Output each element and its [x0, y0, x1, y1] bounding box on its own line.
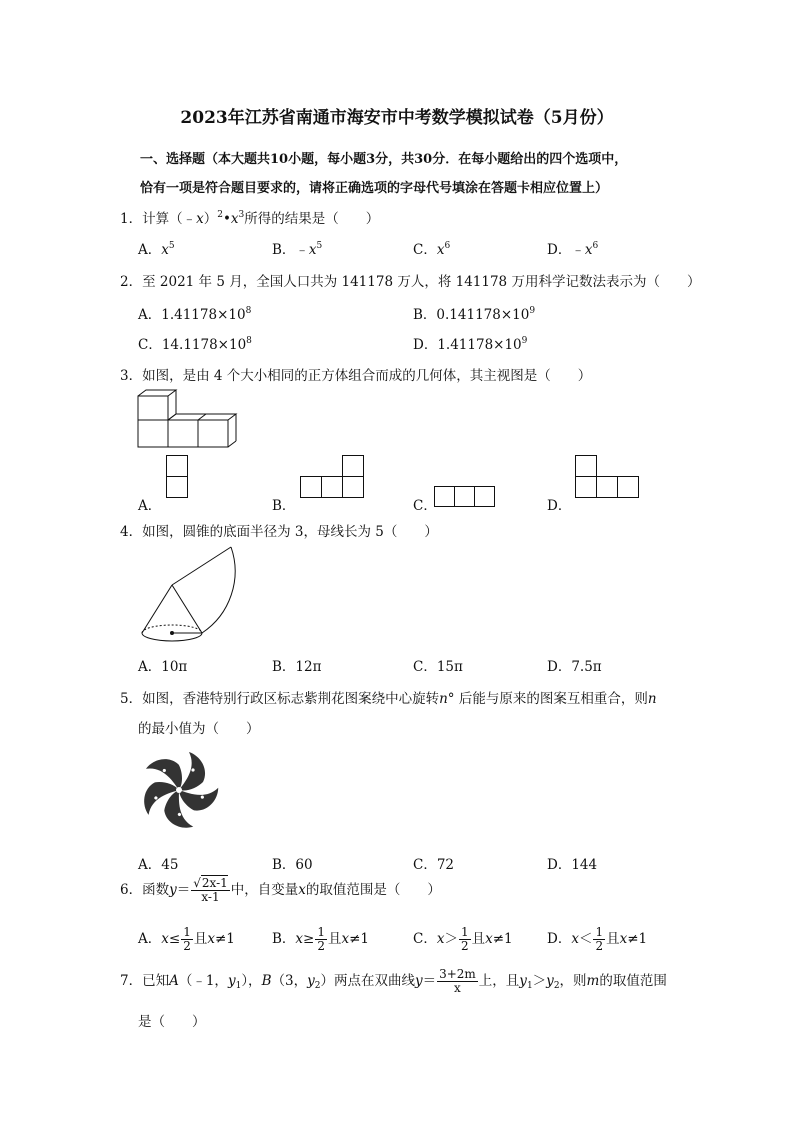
question-7-line2: 是（ ）: [138, 1014, 206, 1030]
question-2: 2．至 2021 年 5 月，全国人口共为 141178 万人，将 141178 万用科学记数法表示为（ ）: [120, 274, 701, 290]
q3-option-a-view: [166, 455, 190, 499]
q2-option-c[interactable]: C．$14.1178\times 10^8$: [138, 336, 252, 353]
q3-option-c-view: [434, 486, 498, 508]
section-instructions-line2: 恰有一项是符合题目要求的，请将正确选项的字母代号填涂在答题卡相应位置上）: [140, 181, 609, 196]
q6-fraction: $\frac{√2x-1}{x-1}$: [193, 876, 228, 904]
question-3: 3．如图，是由 4 个大小相同的正方体组合而成的几何体，其主视图是（ ）: [120, 368, 592, 384]
q2-option-b[interactable]: B．$0.141178\times 10^9$: [413, 306, 536, 323]
q4-option-d[interactable]: D．7.5π: [547, 659, 602, 675]
cube-solid-figure: [136, 388, 240, 448]
q5-option-a[interactable]: A．45: [138, 857, 179, 873]
q6-option-b[interactable]: B．x≥ $\frac{1}{2}$ 且x≠1: [272, 925, 370, 953]
question-1: 1．计算$(﹣x)^2•x^3$所得的结果是（ ）: [120, 210, 380, 227]
petal-star: [191, 768, 194, 771]
q5-option-c[interactable]: C．72: [413, 857, 455, 873]
q5-option-d[interactable]: D．144: [547, 857, 598, 873]
q6-option-a[interactable]: A．x≤ $\frac{1}{2}$ 且x≠1: [138, 925, 235, 953]
section-instructions-line1: 一、选择题（本大题共10小题，每小题3分，共30分．在每小题给出的四个选项中，: [140, 152, 628, 167]
q6-option-c[interactable]: C．x＞ $\frac{1}{2}$ 且x≠1: [413, 925, 513, 953]
q4-option-a[interactable]: A．10π: [138, 659, 188, 675]
q1-option-b[interactable]: B．$﹣x^5$: [272, 241, 323, 258]
q3-option-d[interactable]: D．: [547, 498, 572, 514]
bauhinia-flower-figure: [137, 748, 221, 832]
cone-figure: [136, 545, 246, 645]
q3-option-b[interactable]: B．: [272, 498, 296, 514]
q5-option-b[interactable]: B．60: [272, 857, 313, 873]
q7-fraction: $\frac{3+2m}{x}$: [439, 967, 476, 995]
question-7: 7．已知A（﹣1，$y_1$），B（3，$y_2$）两点在双曲线y＝ $\frac{3+2m}{x}$ 上，且$y_1>y_2$，则m的取值范围: [120, 967, 667, 995]
q3-option-c[interactable]: C．: [413, 498, 437, 514]
q4-option-b[interactable]: B．12π: [272, 659, 322, 675]
q1-option-a[interactable]: A．$x^5$: [138, 241, 175, 258]
q2-option-a[interactable]: A．$1.41178\times 10^8$: [138, 306, 252, 323]
page-title: 2023年江苏省南通市海安市中考数学模拟试卷（5月份）: [180, 108, 614, 128]
q2-option-d[interactable]: D．$1.41178\times 10^9$: [413, 336, 528, 353]
q1-option-d[interactable]: D．$﹣x^6$: [547, 241, 599, 258]
q1-option-c[interactable]: C．$x^6$: [413, 241, 451, 258]
q3-option-d-view: [575, 455, 643, 499]
q3-option-a[interactable]: A．: [138, 498, 162, 514]
question-5: 5．如图，香港特别行政区标志紫荆花图案绕中心旋转n° 后能与原来的图案互相重合，则n: [120, 691, 657, 707]
question-5-line2: 的最小值为（ ）: [138, 721, 260, 737]
question-4: 4．如图，圆锥的底面半径为 3，母线长为 5（ ）: [120, 524, 438, 540]
q4-option-c[interactable]: C．15π: [413, 659, 463, 675]
q6-option-d[interactable]: D．x＜ $\frac{1}{2}$ 且x≠1: [547, 925, 648, 953]
question-6: 6．函数y＝ $\frac{√2x-1}{x-1}$ 中，自变量x的取值范围是（ ）: [120, 876, 441, 904]
q3-option-b-view: [300, 455, 368, 499]
